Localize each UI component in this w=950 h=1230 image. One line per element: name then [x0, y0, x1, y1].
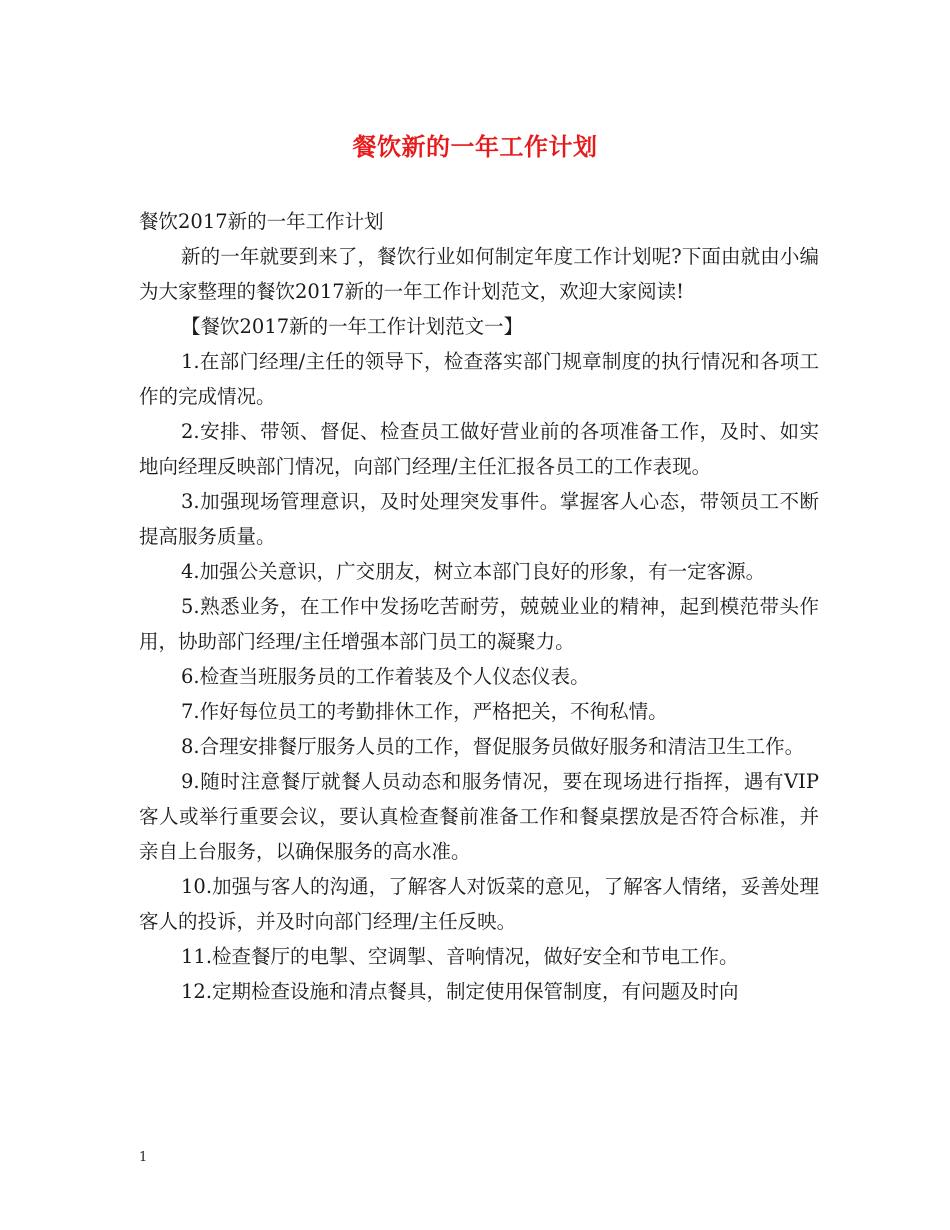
document-title: 餐饮新的一年工作计划 [352, 132, 598, 161]
document-body [139, 204, 819, 1009]
paragraph: 2.安排、带领、督促、检查员工做好营业前的各项准备工作，及时、如实地向经理反映部门情况，向部门经理/主任汇报各员工的工作表现。 [139, 420, 819, 478]
paragraph: 11.检查餐厅的电掣、空调掣、音响情况，做好安全和节电工作。 [181, 945, 739, 968]
paragraph: 7.作好每位员工的考勤排休工作，严格把关，不徇私情。 [181, 700, 668, 723]
paragraph: 6.检查当班服务员的工作着装及个人仪态仪表。 [181, 665, 590, 688]
paragraph: 新的一年就要到来了，餐饮行业如何制定年度工作计划呢?下面由就由小编为大家整理的餐饮2017新的一年工作计划范文，欢迎大家阅读! [139, 245, 819, 303]
paragraph: 4.加强公关意识，广交朋友，树立本部门良好的形象，有一定客源。 [181, 560, 766, 583]
paragraph: 3.加强现场管理意识，及时处理突发事件。掌握客人心态，带领员工不断提高服务质量。 [139, 490, 819, 548]
paragraph: 9.随时注意餐厅就餐人员动态和服务情况，要在现场进行指挥，遇有VIP客人或举行重要会议，要认真检查餐前准备工作和餐桌摆放是否符合标准，并亲自上台服务，以确保服务的高水准。 [139, 770, 819, 863]
paragraph: 5.熟悉业务，在工作中发扬吃苦耐劳，兢兢业业的精神，起到模范带头作用，协助部门经理/主任增强本部门员工的凝聚力。 [139, 595, 819, 653]
paragraph: 12.定期检查设施和清点餐具，制定使用保管制度，有问题及时向 [181, 980, 739, 1003]
paragraph: 10.加强与客人的沟通，了解客人对饭菜的意见，了解客人情绪，妥善处理客人的投诉，并及时向部门经理/主任反映。 [139, 875, 819, 933]
paragraph: 1.在部门经理/主任的领导下，检查落实部门规章制度的执行情况和各项工作的完成情况。 [139, 350, 819, 408]
document-subtitle: 餐饮2017新的一年工作计划 [139, 210, 384, 233]
paragraph: 8.合理安排餐厅服务人员的工作，督促服务员做好服务和清洁卫生工作。 [181, 735, 805, 758]
paragraph: 【餐饮2017新的一年工作计划范文一】 [181, 315, 524, 338]
page-number: 1 [139, 1150, 148, 1165]
